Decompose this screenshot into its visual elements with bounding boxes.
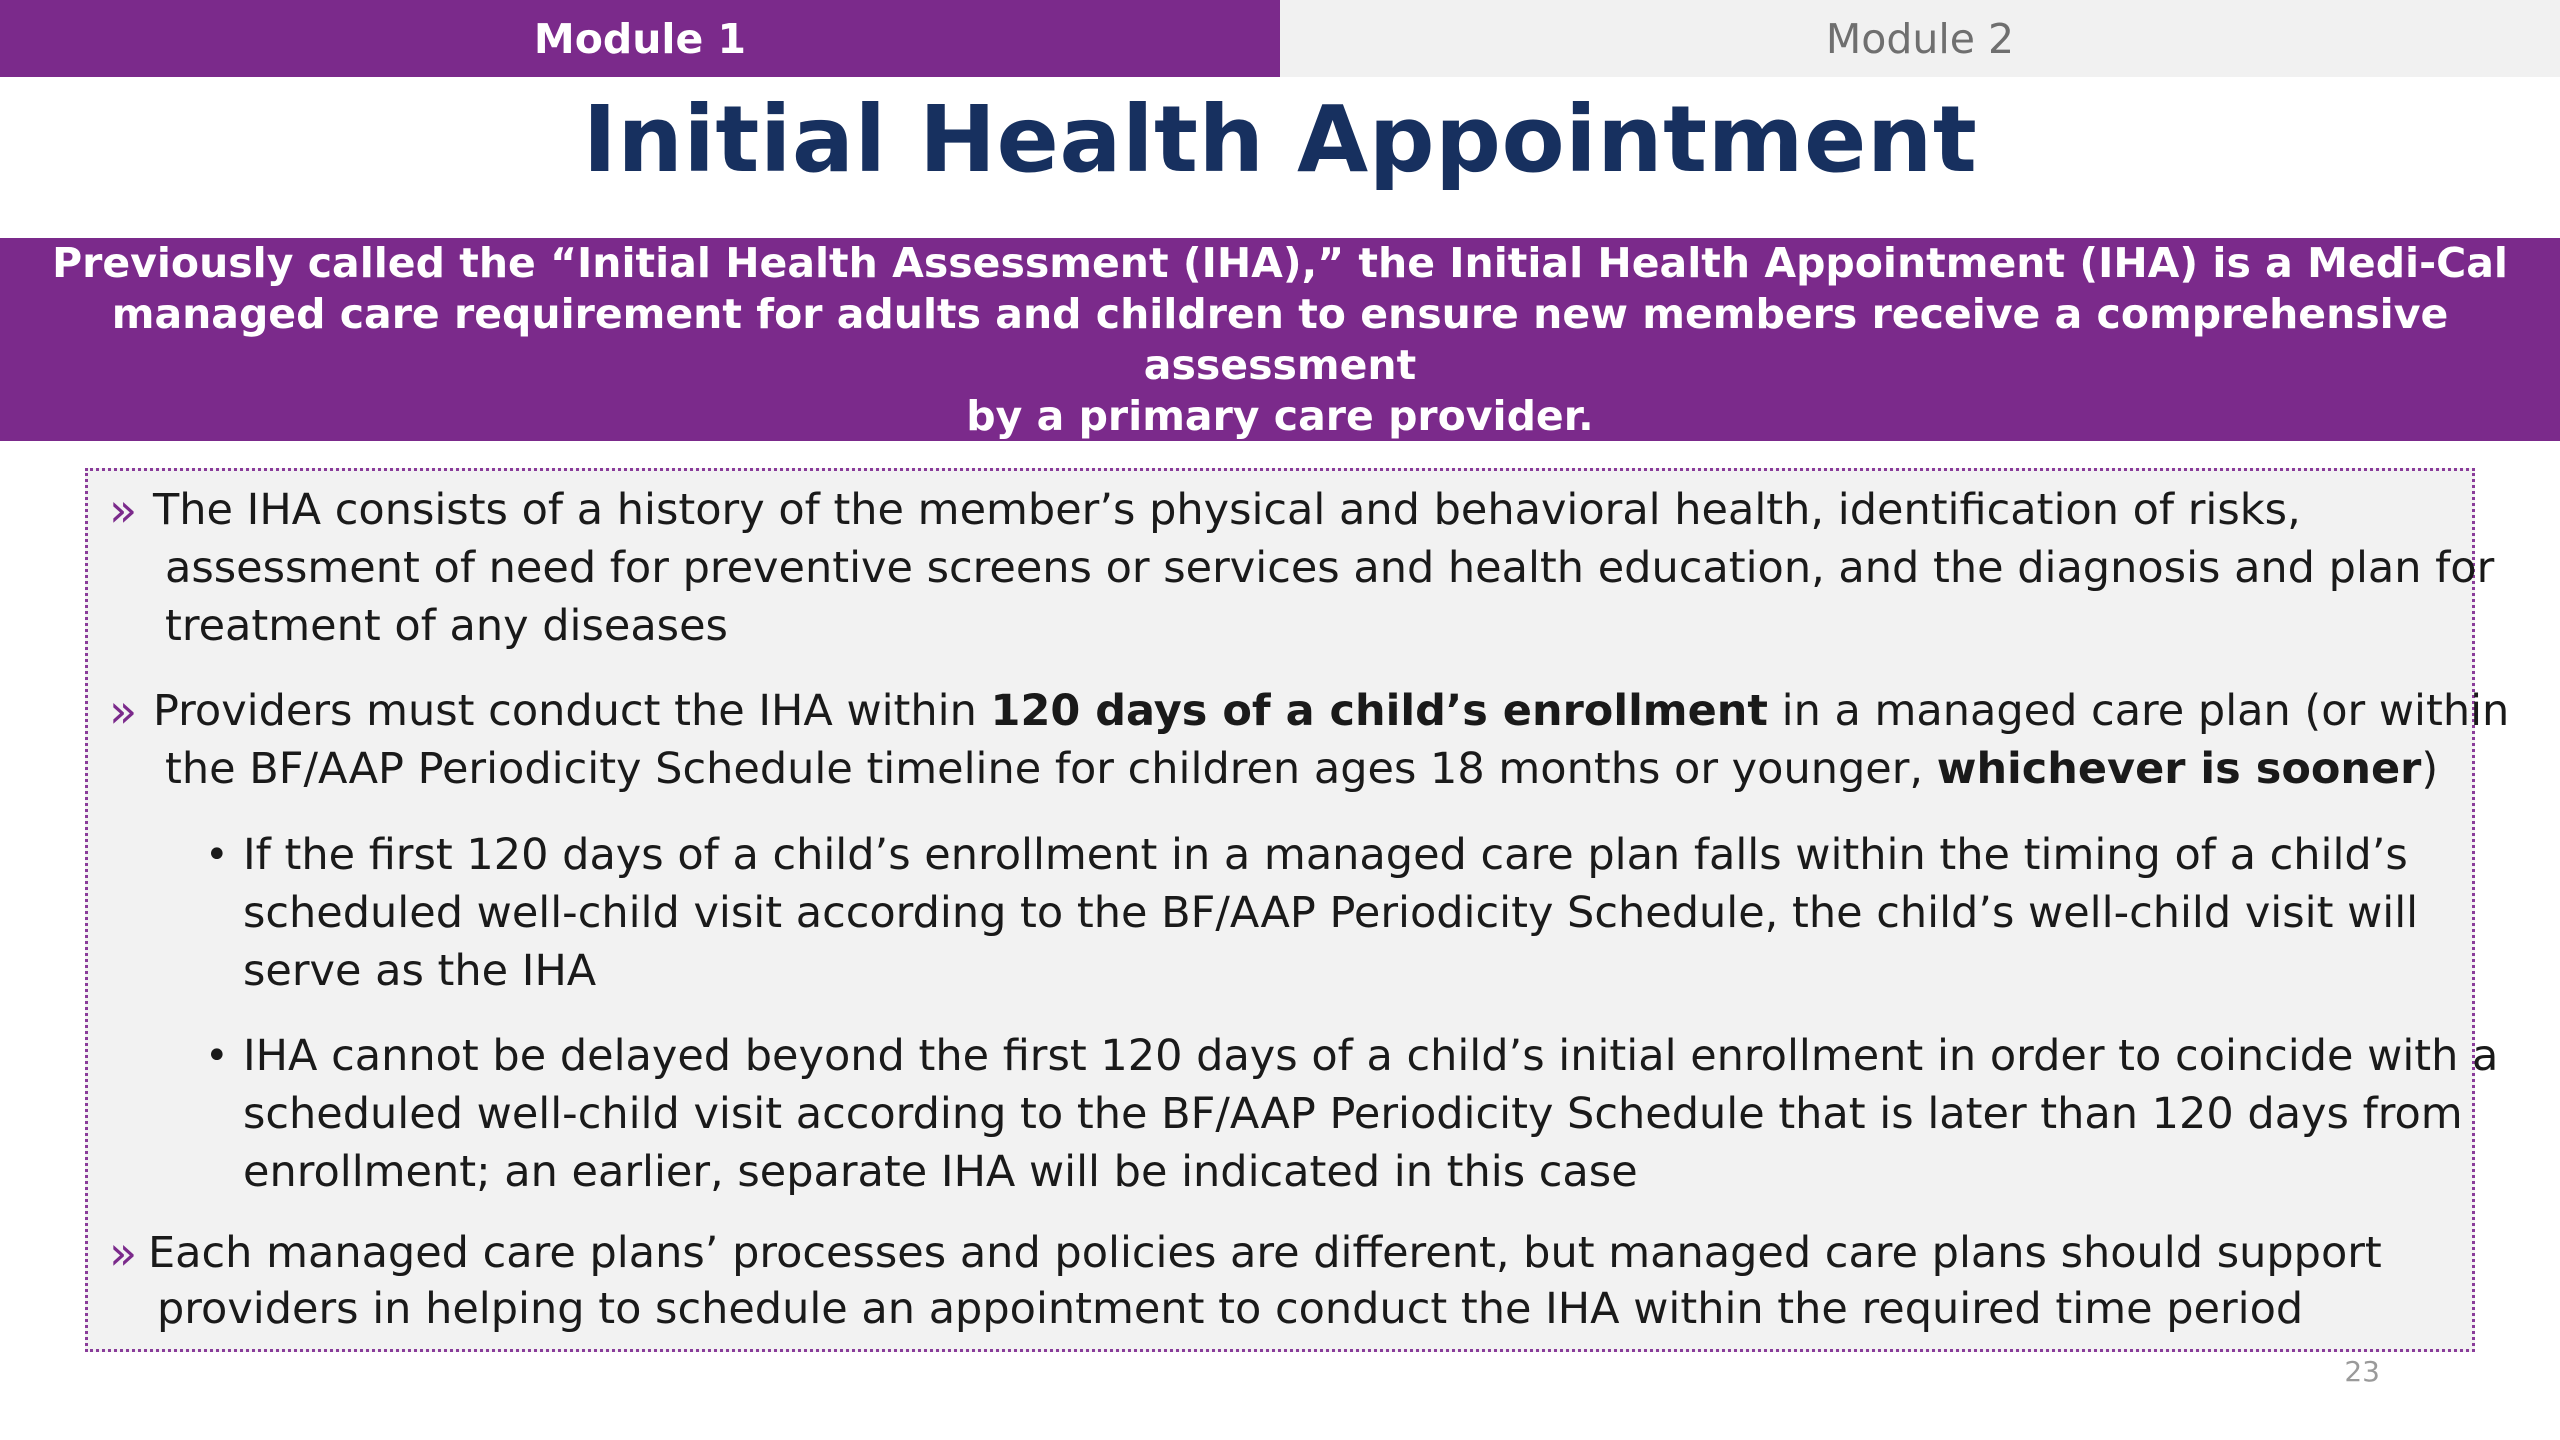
sub-bullet-line: IHA cannot be delayed beyond the first 120 days of a child’s initial enrollment in order to coincide with a [243, 1031, 2499, 1081]
bullet-line: The IHA consists of a history of the member’s physical and behavioral health, identification of risks, [153, 485, 2301, 535]
bullet-line: providers in helping to schedule an appointment to conduct the IHA within the required time period [157, 1284, 2304, 1334]
chevron-icon: » [109, 483, 138, 537]
sub-bullet-line: scheduled well-child visit according to the BF/AAP Periodicity Schedule, the child’s well-child visit will [243, 888, 2419, 938]
bullet-line: the BF/AAP Periodicity Schedule timeline for children ages 18 months or younger, whichever is sooner) [165, 744, 2439, 794]
banner-line-3: by a primary care provider. [966, 391, 1594, 440]
sub-bullet-line: serve as the IHA [243, 946, 597, 996]
chevron-icon: » [109, 684, 138, 738]
bullet-line: Providers must conduct the IHA within 120 days of a child’s enrollment in a managed care plan (or within [153, 686, 2510, 736]
tab-module-2[interactable]: Module 2 [1280, 0, 2560, 77]
page-number: 23 [2344, 1355, 2380, 1388]
bullet-dot-icon: • [205, 1033, 229, 1079]
sub-bullet-line: scheduled well-child visit according to the BF/AAP Periodicity Schedule that is later than 120 days from [243, 1089, 2463, 1139]
chevron-icon: » [109, 1226, 138, 1280]
sub-bullet-line: If the first 120 days of a child’s enrollment in a managed care plan falls within the timing of a child’s [243, 830, 2408, 880]
bullet-line: Each managed care plans’ processes and policies are different, but managed care plans should support [148, 1228, 2382, 1278]
banner-line-2: managed care requirement for adults and children to ensure new members receive a comprehensive assessment [111, 289, 2449, 389]
bullet-line: treatment of any diseases [165, 601, 728, 651]
sub-bullet-line: enrollment; an earlier, separate IHA will be indicated in this case [243, 1147, 1638, 1197]
content-box [85, 468, 2510, 1352]
bullet-dot-icon: • [205, 832, 229, 878]
tab-module-1[interactable]: Module 1 [0, 0, 1280, 77]
bullet-line: assessment of need for preventive screens or services and health education, and the diagnosis and plan for [165, 543, 2495, 593]
emphasis-120-days: 120 days of a child’s enrollment [990, 686, 1768, 736]
intro-banner [0, 238, 2560, 441]
banner-line-1: Previously called the “Initial Health Assessment (IHA),” the Initial Health Appointment (IHA) is a Medi-Cal [52, 238, 2508, 287]
page-title: Initial Health Appointment [582, 86, 1978, 193]
emphasis-whichever-sooner: whichever is sooner [1936, 744, 2422, 794]
module-tabs [0, 0, 2560, 77]
